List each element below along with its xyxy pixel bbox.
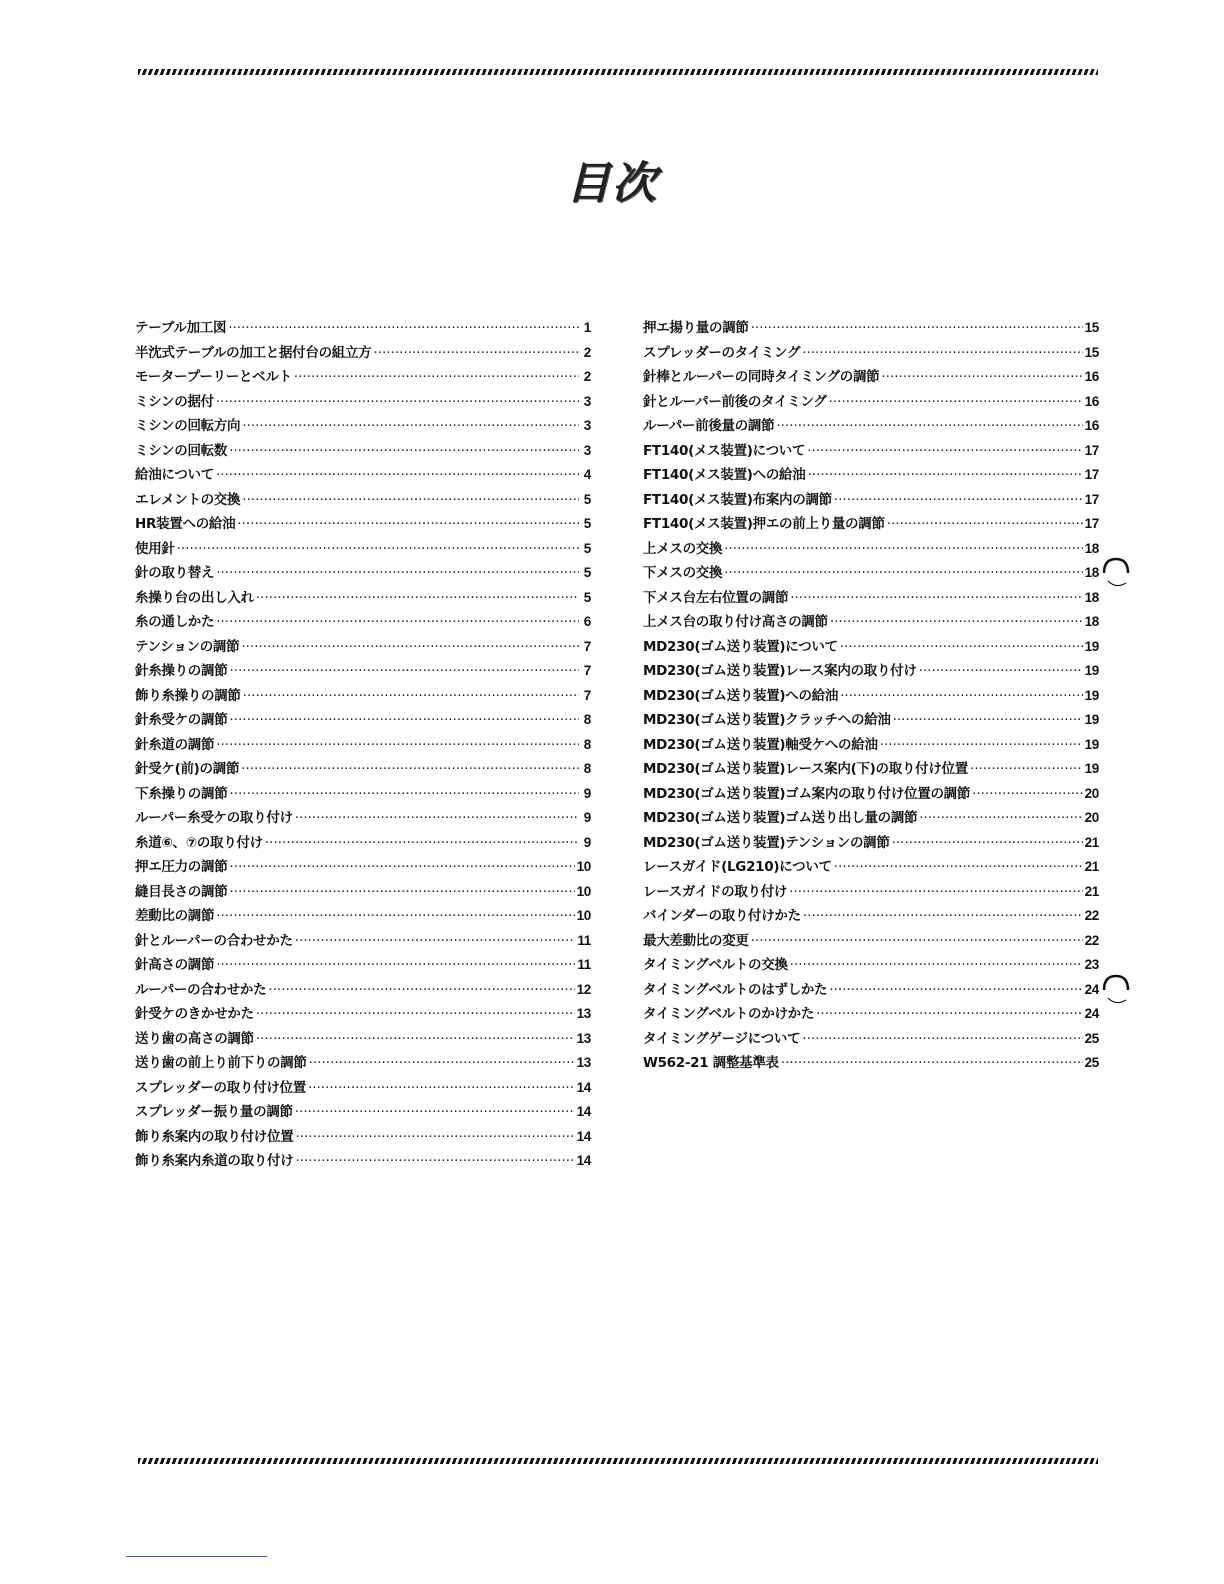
toc-entry-page: 8 bbox=[583, 736, 591, 752]
toc-entry[interactable] bbox=[643, 390, 1099, 415]
toc-dot-leader bbox=[177, 541, 579, 557]
toc-dot-leader bbox=[242, 418, 579, 434]
toc-dot-leader bbox=[229, 712, 579, 728]
toc-entry-page: 21 bbox=[1084, 883, 1099, 899]
toc-entry-page: 8 bbox=[583, 761, 591, 776]
toc-entry-title: タイミングベルトのはずしかた bbox=[643, 981, 828, 998]
toc-entry-page: 15 bbox=[1084, 344, 1099, 360]
toc-dot-leader bbox=[243, 688, 579, 704]
toc-dot-leader bbox=[834, 859, 1083, 875]
toc-entry-page: 9 bbox=[583, 834, 591, 850]
toc-entry[interactable] bbox=[135, 365, 591, 390]
toc-entry[interactable] bbox=[135, 537, 591, 562]
page-title: 目次 bbox=[566, 158, 658, 210]
toc-entry-page: 8 bbox=[583, 712, 591, 727]
toc-entry[interactable] bbox=[135, 439, 591, 464]
toc-dot-leader bbox=[724, 565, 1082, 581]
toc-dot-leader bbox=[919, 810, 1082, 826]
toc-entry-title: 飾り糸案内の取り付け位置 bbox=[135, 1128, 294, 1145]
toc-entry-page: 5 bbox=[583, 516, 591, 531]
toc-entry-title: 糸道⑥、⑦の取り付け bbox=[135, 834, 263, 851]
toc-entry[interactable] bbox=[643, 880, 1099, 905]
toc-entry-page: 11 bbox=[577, 957, 591, 972]
toc-dot-leader bbox=[972, 786, 1083, 802]
toc-dot-leader bbox=[294, 369, 579, 385]
toc-entry-page: 3 bbox=[583, 393, 591, 409]
toc-dot-leader bbox=[295, 933, 576, 949]
toc-dot-leader bbox=[228, 320, 579, 336]
toc-dot-leader bbox=[892, 835, 1083, 851]
toc-entry[interactable] bbox=[135, 733, 591, 758]
toc-entry[interactable] bbox=[135, 904, 591, 929]
toc-entry[interactable] bbox=[135, 659, 591, 684]
toc-dot-leader bbox=[268, 982, 574, 998]
toc-entry[interactable] bbox=[643, 414, 1099, 439]
toc-entry-page: 3 bbox=[583, 442, 591, 458]
toc-entry-title: MD230(ゴム送り装置)レース案内の取り付け bbox=[643, 663, 917, 679]
toc-entry[interactable] bbox=[135, 1027, 591, 1052]
bottom-link-underline bbox=[126, 1556, 267, 1557]
toc-dot-leader bbox=[781, 1055, 1083, 1071]
toc-entry[interactable] bbox=[135, 708, 591, 733]
toc-entry[interactable] bbox=[643, 855, 1099, 880]
toc-entry-page: 4 bbox=[583, 467, 591, 482]
toc-dot-leader bbox=[216, 957, 575, 973]
toc-entry-page: 16 bbox=[1084, 369, 1099, 384]
toc-entry-title: MD230(ゴム送り装置)クラッチへの給油 bbox=[643, 712, 891, 728]
toc-entry-title: スプレッダーの取り付け位置 bbox=[135, 1079, 306, 1096]
toc-entry-page: 19 bbox=[1084, 712, 1099, 727]
toc-dot-leader bbox=[229, 663, 579, 679]
toc-dot-leader bbox=[308, 1080, 575, 1096]
toc-dot-leader bbox=[295, 1129, 574, 1145]
toc-entry[interactable] bbox=[135, 586, 591, 611]
toc-entry[interactable] bbox=[643, 365, 1099, 390]
toc-entry-page: 10 bbox=[576, 908, 591, 923]
toc-entry-title: タイミングベルトのかけかた bbox=[643, 1006, 815, 1022]
toc-entry-page: 22 bbox=[1084, 908, 1099, 923]
toc-entry-title: 差動比の調節 bbox=[135, 908, 215, 924]
toc-dot-leader bbox=[229, 859, 574, 875]
binder-hole-mark-icon bbox=[1100, 555, 1130, 593]
toc-dot-leader bbox=[216, 908, 574, 924]
toc-entry-title: 針糸受ケの調節 bbox=[135, 712, 228, 728]
toc-entry[interactable] bbox=[135, 316, 591, 341]
toc-entry-title: ミシンの据付 bbox=[135, 393, 214, 410]
toc-entry-title: MD230(ゴム送り装置)ゴム案内の取り付け位置の調節 bbox=[643, 785, 971, 802]
toc-entry-page: 6 bbox=[583, 614, 591, 629]
toc-entry-page: 10 bbox=[576, 859, 591, 874]
toc-dot-leader bbox=[881, 369, 1082, 385]
toc-entry[interactable] bbox=[643, 978, 1099, 1003]
toc-entry[interactable] bbox=[643, 561, 1099, 586]
toc-dot-leader bbox=[776, 418, 1082, 434]
toc-dot-leader bbox=[373, 345, 579, 361]
toc-entry[interactable] bbox=[643, 439, 1099, 464]
toc-entry-title: 飾り糸操りの調節 bbox=[135, 687, 241, 704]
toc-entry-title: MD230(ゴム送り装置)ゴム送り出し量の調節 bbox=[643, 810, 918, 826]
toc-entry-title: 上メスの交換 bbox=[643, 540, 723, 557]
toc-entry-page: 24 bbox=[1084, 981, 1099, 997]
toc-entry[interactable] bbox=[135, 1051, 591, 1076]
toc-entry-page: 2 bbox=[583, 369, 591, 384]
toc-entry-title: ルーパー前後量の調節 bbox=[643, 418, 775, 434]
toc-entry-page: 17 bbox=[1084, 467, 1099, 482]
toc-dot-leader bbox=[789, 884, 1082, 900]
toc-entry-page: 11 bbox=[577, 932, 591, 948]
toc-entry-title: テンションの調節 bbox=[135, 638, 240, 655]
toc-entry[interactable] bbox=[135, 561, 591, 586]
toc-entry-title: 針受ケのきかせかた bbox=[135, 1006, 254, 1022]
toc-entry-title: 針糸操りの調節 bbox=[135, 663, 228, 679]
toc-entry[interactable] bbox=[135, 978, 591, 1003]
toc-dot-leader bbox=[834, 492, 1083, 508]
toc-entry[interactable] bbox=[643, 953, 1099, 978]
toc-entry-title: タイミングベルトの交換 bbox=[643, 957, 788, 973]
toc-entry-title: スプレッダーのタイミング bbox=[643, 344, 801, 361]
toc-entry-page: 7 bbox=[583, 687, 591, 703]
toc-entry-page: 13 bbox=[576, 1006, 591, 1021]
toc-entry-title: FT140(メス装置)押エの前上り量の調節 bbox=[643, 516, 885, 532]
toc-dot-leader bbox=[893, 712, 1083, 728]
toc-entry-title: 糸操り台の出し入れ bbox=[135, 589, 254, 606]
toc-entry-title: W562-21 調整基準表 bbox=[643, 1055, 779, 1071]
toc-entry[interactable] bbox=[643, 1051, 1099, 1076]
toc-dot-leader bbox=[216, 614, 579, 630]
toc-entry[interactable] bbox=[643, 316, 1099, 341]
toc-entry[interactable] bbox=[135, 610, 591, 635]
toc-dot-leader bbox=[840, 639, 1083, 655]
toc-entry-title: ミシンの回転数 bbox=[135, 442, 228, 459]
toc-dot-leader bbox=[751, 320, 1083, 336]
toc-left-column bbox=[135, 316, 591, 1174]
toc-entry-title: テーブル加工図 bbox=[135, 320, 227, 336]
toc-entry[interactable] bbox=[135, 855, 591, 880]
toc-entry-title: MD230(ゴム送り装置)レース案内(下)の取り付け位置 bbox=[643, 761, 968, 777]
toc-dot-leader bbox=[295, 1153, 574, 1169]
toc-entry-page: 14 bbox=[576, 1104, 591, 1119]
toc-entry-title: ルーパーの合わせかた bbox=[135, 981, 267, 998]
toc-dot-leader bbox=[242, 492, 579, 508]
toc-entry-page: 25 bbox=[1084, 1030, 1099, 1046]
top-decorative-rule bbox=[138, 69, 1098, 75]
toc-entry[interactable] bbox=[643, 635, 1099, 660]
toc-entry-page: 9 bbox=[583, 785, 591, 801]
toc-entry[interactable] bbox=[643, 1002, 1099, 1027]
toc-dot-leader bbox=[802, 1031, 1082, 1047]
toc-entry-page: 16 bbox=[1084, 418, 1099, 433]
toc-dot-leader bbox=[256, 1031, 575, 1047]
toc-dot-leader bbox=[887, 516, 1083, 532]
toc-dot-leader bbox=[880, 737, 1083, 753]
toc-entry-page: 17 bbox=[1084, 491, 1099, 507]
toc-entry-page: 18 bbox=[1084, 540, 1099, 556]
toc-entry-title: 針高さの調節 bbox=[135, 957, 215, 973]
toc-entry[interactable] bbox=[643, 806, 1099, 831]
toc-entry[interactable] bbox=[135, 1002, 591, 1027]
toc-entry-title: FT140(メス装置)について bbox=[643, 442, 806, 459]
toc-entry-title: 針棒とルーパーの同時タイミングの調節 bbox=[643, 369, 880, 385]
toc-entry-page: 20 bbox=[1084, 810, 1099, 825]
toc-entry-page: 10 bbox=[576, 883, 591, 899]
toc-entry[interactable] bbox=[643, 782, 1099, 807]
toc-dot-leader bbox=[807, 467, 1082, 483]
toc-dot-leader bbox=[237, 516, 579, 532]
toc-dot-leader bbox=[241, 639, 579, 655]
toc-entry-page: 5 bbox=[583, 491, 591, 507]
toc-entry[interactable] bbox=[135, 463, 591, 488]
toc-entry[interactable] bbox=[643, 831, 1099, 856]
toc-dot-leader bbox=[216, 467, 579, 483]
toc-entry-title: レースガイド(LG210)について bbox=[643, 859, 832, 875]
toc-entry-title: ミシンの回転方向 bbox=[135, 418, 241, 434]
toc-dot-leader bbox=[309, 1055, 575, 1071]
toc-dot-leader bbox=[751, 933, 1083, 949]
toc-dot-leader bbox=[216, 737, 579, 753]
toc-entry-page: 25 bbox=[1084, 1055, 1099, 1070]
toc-entry[interactable] bbox=[643, 733, 1099, 758]
toc-dot-leader bbox=[265, 835, 579, 851]
toc-dot-leader bbox=[229, 884, 574, 900]
toc-entry-title: ルーパー糸受ケの取り付け bbox=[135, 810, 293, 826]
toc-entry[interactable] bbox=[643, 610, 1099, 635]
toc-entry[interactable] bbox=[135, 953, 591, 978]
toc-entry-title: 上メス台の取り付け高さの調節 bbox=[643, 614, 828, 630]
toc-entry-page: 14 bbox=[576, 1128, 591, 1144]
toc-dot-leader bbox=[802, 345, 1082, 361]
toc-entry-page: 19 bbox=[1084, 687, 1099, 703]
toc-entry-title: レースガイドの取り付け bbox=[643, 883, 788, 900]
toc-entry[interactable] bbox=[135, 635, 591, 660]
toc-entry[interactable] bbox=[643, 537, 1099, 562]
toc-entry-title: バインダーの取り付けかた bbox=[643, 908, 801, 924]
toc-entry[interactable] bbox=[135, 684, 591, 709]
toc-dot-leader bbox=[829, 394, 1083, 410]
toc-entry-page: 15 bbox=[1084, 320, 1099, 335]
toc-entry-page: 9 bbox=[583, 810, 591, 825]
toc-dot-leader bbox=[807, 443, 1082, 459]
toc-entry[interactable] bbox=[135, 880, 591, 905]
toc-entry[interactable] bbox=[643, 586, 1099, 611]
toc-dot-leader bbox=[830, 614, 1083, 630]
toc-entry-page: 1 bbox=[583, 320, 591, 335]
toc-entry-page: 17 bbox=[1084, 442, 1099, 458]
toc-entry-title: MD230(ゴム送り装置)軸受ケへの給油 bbox=[643, 736, 878, 753]
toc-entry-title: 最大差動比の変更 bbox=[643, 932, 749, 949]
toc-entry-page: 5 bbox=[583, 565, 591, 580]
toc-entry-page: 7 bbox=[583, 638, 591, 654]
toc-entry[interactable] bbox=[643, 757, 1099, 782]
toc-entry-title: FT140(メス装置)への給油 bbox=[643, 467, 806, 483]
toc-entry-title: 下メス台左右位置の調節 bbox=[643, 589, 789, 606]
toc-entry[interactable] bbox=[643, 708, 1099, 733]
toc-entry-page: 18 bbox=[1084, 565, 1099, 580]
toc-entry-title: スプレッダー振り量の調節 bbox=[135, 1104, 293, 1120]
toc-entry-page: 14 bbox=[576, 1079, 591, 1095]
toc-entry-title: エレメントの交換 bbox=[135, 491, 241, 508]
toc-dot-leader bbox=[216, 394, 579, 410]
toc-entry-page: 16 bbox=[1084, 393, 1099, 409]
toc-entry-title: MD230(ゴム送り装置)テンションの調節 bbox=[643, 834, 890, 851]
toc-entry[interactable] bbox=[135, 341, 591, 366]
toc-entry-title: 針とルーパー前後のタイミング bbox=[643, 393, 827, 410]
toc-entry[interactable] bbox=[135, 831, 591, 856]
toc-entry-page: 18 bbox=[1084, 589, 1099, 605]
toc-dot-leader bbox=[970, 761, 1083, 777]
toc-entry-title: 押エ揚り量の調節 bbox=[643, 320, 749, 336]
toc-entry[interactable] bbox=[643, 684, 1099, 709]
toc-entry-page: 13 bbox=[576, 1055, 591, 1070]
toc-entry-title: 下糸操りの調節 bbox=[135, 785, 228, 802]
toc-entry-title: 送り歯の高さの調節 bbox=[135, 1030, 254, 1047]
toc-dot-leader bbox=[790, 590, 1082, 606]
toc-entry[interactable] bbox=[643, 904, 1099, 929]
toc-entry-page: 19 bbox=[1084, 663, 1099, 678]
toc-dot-leader bbox=[216, 565, 579, 581]
toc-entry-title: 給油について bbox=[135, 467, 214, 483]
toc-entry-page: 18 bbox=[1084, 614, 1099, 629]
toc-entry[interactable] bbox=[643, 488, 1099, 513]
toc-dot-leader bbox=[229, 786, 579, 802]
toc-entry[interactable] bbox=[135, 1076, 591, 1101]
toc-entry[interactable] bbox=[135, 929, 591, 954]
toc-dot-leader bbox=[256, 1006, 575, 1022]
toc-entry-title: 送り歯の前上り前下りの調節 bbox=[135, 1055, 307, 1071]
toc-entry-page: 2 bbox=[583, 344, 591, 360]
toc-entry[interactable] bbox=[135, 757, 591, 782]
toc-entry-page: 12 bbox=[576, 981, 591, 997]
toc-entry-page: 17 bbox=[1084, 516, 1099, 531]
toc-entry-title: MD230(ゴム送り装置)への給油 bbox=[643, 687, 839, 704]
toc-dot-leader bbox=[790, 957, 1083, 973]
toc-entry-title: 押エ圧力の調節 bbox=[135, 859, 228, 875]
toc-entry-page: 24 bbox=[1084, 1006, 1099, 1021]
toc-dot-leader bbox=[803, 908, 1083, 924]
toc-dot-leader bbox=[241, 761, 579, 777]
toc-entry-title: モータープーリーとベルト bbox=[135, 369, 292, 385]
toc-entry-page: 7 bbox=[583, 663, 591, 678]
toc-right-column bbox=[643, 316, 1099, 1076]
toc-entry-title: 針とルーパーの合わせかた bbox=[135, 932, 293, 949]
toc-entry-page: 14 bbox=[576, 1153, 591, 1168]
toc-entry[interactable] bbox=[135, 512, 591, 537]
toc-entry[interactable] bbox=[643, 659, 1099, 684]
toc-entry-title: 使用針 bbox=[135, 540, 175, 557]
toc-entry-title: 縫目長さの調節 bbox=[135, 883, 228, 900]
toc-entry[interactable] bbox=[643, 341, 1099, 366]
toc-entry[interactable] bbox=[135, 488, 591, 513]
toc-dot-leader bbox=[295, 1104, 575, 1120]
toc-dot-leader bbox=[229, 443, 579, 459]
toc-entry[interactable] bbox=[135, 782, 591, 807]
toc-entry[interactable] bbox=[135, 390, 591, 415]
toc-dot-leader bbox=[829, 982, 1082, 998]
toc-entry-title: 飾り糸案内糸道の取り付け bbox=[135, 1153, 294, 1169]
toc-entry[interactable] bbox=[135, 1149, 591, 1174]
toc-entry[interactable] bbox=[135, 1100, 591, 1125]
toc-entry-page: 3 bbox=[583, 418, 591, 433]
toc-entry[interactable] bbox=[643, 463, 1099, 488]
toc-entry-title: タイミングゲージについて bbox=[643, 1030, 801, 1047]
toc-entry-page: 19 bbox=[1084, 638, 1099, 654]
toc-entry-page: 19 bbox=[1084, 736, 1099, 752]
toc-entry-title: 針の取り替え bbox=[135, 565, 215, 581]
toc-entry[interactable] bbox=[135, 806, 591, 831]
toc-entry-title: 下メスの交換 bbox=[643, 565, 723, 581]
toc-entry-page: 19 bbox=[1084, 761, 1099, 776]
toc-entry-title: 半沈式テーブルの加工と据付台の組立方 bbox=[135, 344, 372, 361]
bottom-decorative-rule bbox=[138, 1458, 1098, 1464]
toc-entry[interactable] bbox=[135, 414, 591, 439]
toc-entry[interactable] bbox=[643, 929, 1099, 954]
toc-entry-title: 糸の通しかた bbox=[135, 614, 215, 630]
toc-entry[interactable] bbox=[135, 1125, 591, 1150]
toc-entry-page: 5 bbox=[583, 540, 591, 556]
toc-entry-title: FT140(メス装置)布案内の調節 bbox=[643, 491, 832, 508]
toc-dot-leader bbox=[724, 541, 1082, 557]
toc-dot-leader bbox=[256, 590, 579, 606]
toc-entry-page: 13 bbox=[576, 1030, 591, 1046]
toc-dot-leader bbox=[816, 1006, 1083, 1022]
toc-entry-title: MD230(ゴム送り装置)について bbox=[643, 638, 838, 655]
toc-entry[interactable] bbox=[643, 1027, 1099, 1052]
toc-dot-leader bbox=[840, 688, 1083, 704]
toc-entry-page: 5 bbox=[583, 589, 591, 605]
toc-entry-page: 23 bbox=[1084, 957, 1099, 972]
binder-hole-mark-icon bbox=[1100, 972, 1130, 1010]
toc-entry-page: 21 bbox=[1084, 859, 1099, 874]
toc-entry[interactable] bbox=[643, 512, 1099, 537]
toc-entry-title: 針受ケ(前)の調節 bbox=[135, 761, 240, 777]
toc-entry-title: 針糸道の調節 bbox=[135, 736, 215, 753]
toc-entry-page: 22 bbox=[1084, 932, 1099, 948]
toc-entry-page: 21 bbox=[1084, 834, 1099, 850]
toc-entry-title: HR装置への給油 bbox=[135, 516, 236, 532]
toc-dot-leader bbox=[919, 663, 1083, 679]
toc-entry-page: 20 bbox=[1084, 785, 1099, 801]
toc-dot-leader bbox=[295, 810, 579, 826]
